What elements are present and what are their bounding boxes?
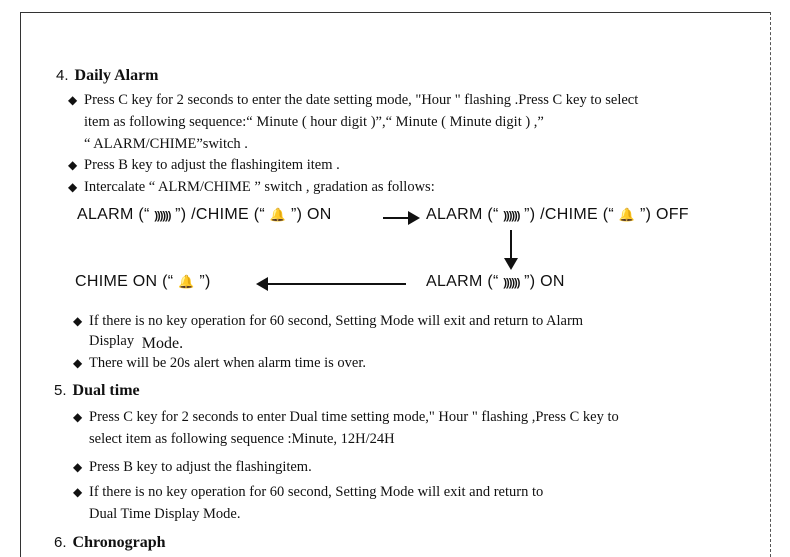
- bullet-icon: ◆: [73, 314, 83, 328]
- bullet-text: If there is no key operation for 60 second, Setting Mode will exit and return to Alarm: [89, 313, 584, 329]
- arrow-left-shaft: [266, 283, 406, 285]
- alarm-wave-icon: )))))): [154, 210, 171, 222]
- dual-bullet-1-cont: select item as following sequence :Minute, 12H/24H: [89, 431, 395, 447]
- chime-bell-icon: 🔔: [269, 207, 287, 222]
- alarm-bullet-4-cont: [89, 330, 183, 352]
- section-title: Chronograph: [72, 534, 166, 551]
- bullet-text: If there is no key operation for 60 second, Setting Mode will exit and return to: [89, 484, 544, 500]
- chime-bell-icon: 🔔: [178, 274, 195, 289]
- bullet-text: Press C key for 2 seconds to enter Dual time setting mode," Hour " flashing ,Press C key to: [89, 409, 619, 425]
- bullet-icon: ◆: [68, 93, 78, 107]
- section-heading-daily-alarm: [56, 67, 159, 85]
- bullet-icon: ◆: [73, 356, 83, 370]
- bullet-text: Press B key to adjust the flashingitem item .: [84, 157, 340, 173]
- flow-on-label: ON: [306, 206, 332, 223]
- section-number: 4.: [56, 67, 69, 84]
- flow-open-quote: (“: [602, 206, 614, 223]
- alarm-bullet-2: [68, 154, 340, 176]
- flow-alarm-word: ALARM: [426, 206, 483, 223]
- section-number: 6.: [54, 534, 67, 551]
- bullet-icon: ◆: [73, 485, 83, 499]
- section-number: 5.: [54, 382, 67, 399]
- flow-chime-word: /CHIME: [191, 206, 249, 223]
- flow-close-quote: ”): [199, 273, 211, 290]
- cont-text-a: Display: [89, 333, 135, 349]
- flow-state-alarm-chime-off: [426, 206, 689, 224]
- alarm-bullet-1-cont-2: “ ALARM/CHIME”switch .: [84, 136, 248, 152]
- flow-close-quote: ”): [524, 206, 536, 223]
- section-heading-chronograph: [54, 534, 166, 552]
- dual-bullet-3-cont: Dual Time Display Mode.: [89, 506, 241, 522]
- alarm-bullet-1: [68, 89, 638, 111]
- bullet-text: Press B key to adjust the flashingitem.: [89, 459, 312, 475]
- section-title: Dual time: [72, 382, 140, 399]
- alarm-bullet-4: [73, 310, 583, 332]
- alarm-bullet-1-cont-1: item as following sequence:“ Minute ( hour digit )”,“ Minute ( Minute digit ) ,”: [84, 114, 544, 130]
- flow-alarm-word: ALARM: [426, 273, 483, 290]
- arrow-down-shaft: [510, 230, 512, 260]
- flow-chime-word: /CHIME: [540, 206, 598, 223]
- bullet-icon: ◆: [73, 410, 83, 424]
- dual-bullet-3: [73, 481, 543, 503]
- flow-close-quote: ”): [175, 206, 187, 223]
- section-heading-dual-time: [54, 382, 140, 400]
- flow-off-label: OFF: [655, 206, 689, 223]
- bullet-text: Intercalate “ ALRM/CHIME ” switch , gradation as follows:: [84, 179, 435, 195]
- flow-chime-on-word: CHIME ON: [75, 273, 158, 290]
- frame-left-border: [20, 12, 21, 557]
- arrow-down-icon: [504, 258, 518, 270]
- alarm-bullet-3: [68, 176, 435, 198]
- bullet-text: Press C key for 2 seconds to enter the date setting mode, "Hour " flashing .Press C key to select: [84, 92, 639, 108]
- dual-bullet-2: [73, 456, 312, 478]
- bullet-icon: ◆: [68, 158, 78, 172]
- dual-bullet-1: [73, 406, 619, 428]
- flow-open-quote: (“: [487, 273, 499, 290]
- section-title: Daily Alarm: [74, 67, 159, 84]
- flow-open-quote: (“: [138, 206, 150, 223]
- bullet-text: There will be 20s alert when alarm time is over.: [89, 355, 367, 371]
- flow-close-quote: ”): [639, 206, 652, 223]
- flow-open-quote: (“: [253, 206, 265, 223]
- chime-bell-icon: 🔔: [618, 207, 636, 222]
- flow-state-alarm-on: [426, 273, 565, 291]
- flow-open-quote: (“: [487, 206, 499, 223]
- alarm-wave-icon: )))))): [503, 277, 520, 289]
- alarm-wave-icon: )))))): [503, 210, 520, 222]
- bullet-icon: ◆: [73, 460, 83, 474]
- cont-text-b: Mode.: [141, 335, 184, 352]
- flow-state-alarm-chime-on: [77, 206, 332, 224]
- flow-alarm-word: ALARM: [77, 206, 134, 223]
- flow-state-chime-on: [75, 273, 211, 291]
- flow-open-quote: (“: [162, 273, 174, 290]
- alarm-bullet-5: [73, 352, 366, 374]
- flow-close-quote: ”): [290, 206, 303, 223]
- bullet-icon: ◆: [68, 180, 78, 194]
- flow-close-quote: ”): [524, 273, 536, 290]
- frame-top-border: [20, 12, 770, 13]
- arrow-right-icon: [408, 211, 420, 225]
- frame-right-border: [770, 12, 771, 557]
- flow-on-label: ON: [540, 273, 565, 290]
